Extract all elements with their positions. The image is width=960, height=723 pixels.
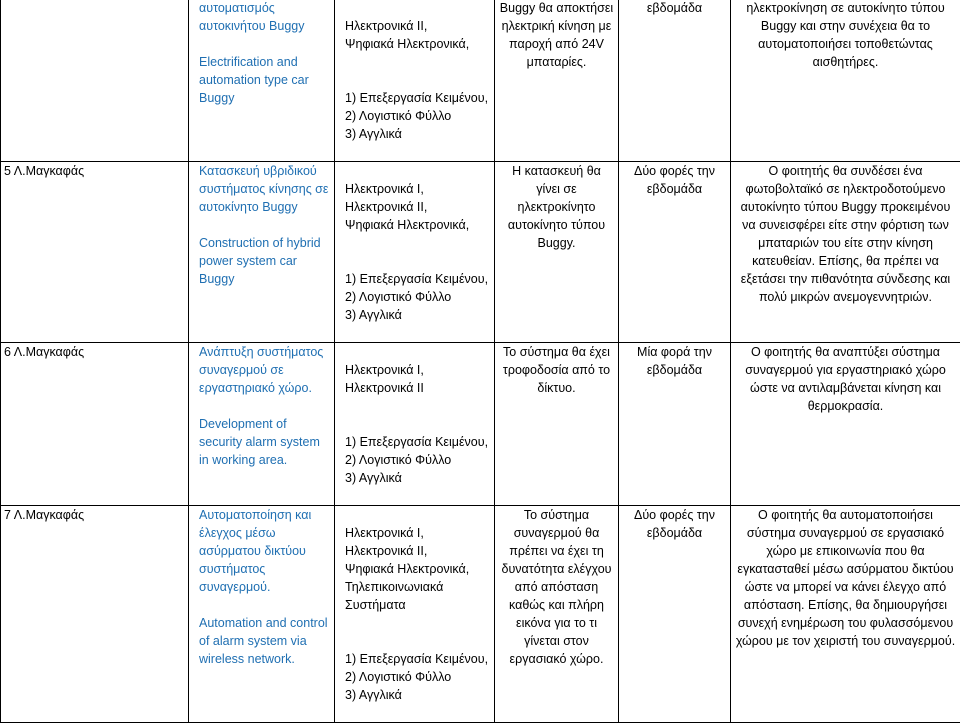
project-title-cell [189, 343, 335, 506]
expected-result-cell [495, 343, 619, 506]
frequency-cell [619, 506, 731, 723]
supervisor-name: Λ.Μαγκαφάς [14, 164, 84, 178]
description: Ο φοιτητής θα συνδέσει ένα φωτοβολταϊκό σε ηλεκτροδοτούμενο αυτοκίνητο τύπου Buggy προκειμένου να συνεισφέρει είτε στην φόρτιση των μπαταριών του είτε στην κίνηση κατευθείαν. Επίσης, θα πρέπει να εξετάσει την πιθανότητα σύνδεσης και πολύ μικρών ανεμογεννητριών. [741, 164, 951, 304]
frequency: εβδομάδα [647, 1, 702, 15]
subjects-courses: Ηλεκτρονικά Ι, Ηλεκτρονικά ΙΙ [345, 361, 490, 397]
project-title-english: Construction of hybrid power system car Buggy [199, 234, 330, 288]
project-title-cell [189, 506, 335, 723]
supervisor-cell [1, 343, 189, 506]
expected-result: Το σύστημα συναγερμού θα πρέπει να έχει τη δυνατότητα ελέγχου από απόσταση καθώς και πλήρη εικόνα για το τι γίνεται στον εργασιακό χώρο. [502, 508, 612, 666]
table-row [1, 0, 960, 162]
row-number: 5 [4, 164, 11, 178]
subjects-courses: Ηλεκτρονικά ΙΙ, Ψηφιακά Ηλεκτρονικά, [345, 17, 490, 53]
table-row [1, 162, 960, 343]
project-title-english: Automation and control of alarm system via wireless network. [199, 614, 330, 668]
expected-result: Buggy θα αποκτήσει ηλεκτρική κίνηση με παροχή από 24V μπαταρίες. [500, 1, 613, 69]
supervisor-cell [1, 162, 189, 343]
frequency: Δύο φορές την εβδομάδα [634, 164, 715, 196]
table-row [1, 506, 960, 723]
subjects-courses: Ηλεκτρονικά Ι, Ηλεκτρονικά ΙΙ, Ψηφιακά Ηλεκτρονικά, Τηλεπικοινωνιακά Συστήματα [345, 524, 490, 614]
description-cell [731, 343, 960, 506]
supervisor-name: Λ.Μαγκαφάς [14, 345, 84, 359]
table-row [1, 343, 960, 506]
project-title-cell [189, 162, 335, 343]
subjects-skills: 1) Επεξεργασία Κειμένου, 2) Λογιστικό Φύλλο 3) Αγγλικά [345, 433, 490, 487]
frequency: Μία φορά την εβδομάδα [637, 345, 712, 377]
project-title-greek: αυτοματισμός αυτοκινήτου Buggy [199, 0, 330, 35]
supervisor-cell [1, 506, 189, 723]
frequency-cell [619, 0, 731, 162]
project-title-greek: Κατασκευή υβριδικού συστήματος κίνησης σε αυτοκίνητο Buggy [199, 162, 330, 216]
subjects-courses: Ηλεκτρονικά Ι, Ηλεκτρονικά ΙΙ, Ψηφιακά Ηλεκτρονικά, [345, 180, 490, 234]
row-number: 7 [4, 508, 11, 522]
description: Ο φοιτητής θα αυτοματοποιήσει σύστημα συναγερμού σε εργασιακό χώρο με επικοινωνία που θα εγκατασταθεί μέσω ασύρματου δικτύου ώστε να μπορεί να κάνει έλεγχο από απόσταση. Επίσης, θα δημιουργήσει συνεχή ενημέρωση του φυλασσόμενου χώρου με τον χειριστή του συναγερμού. [736, 508, 955, 648]
project-title-greek: Αυτοματοποίηση και έλεγχος μέσω ασύρματου δικτύου συστήματος συναγερμού. [199, 506, 330, 596]
description-cell [731, 506, 960, 723]
expected-result: Η κατασκευή θα γίνει σε ηλεκτροκίνητο αυτοκίνητο τύπου Buggy. [508, 164, 605, 250]
description-cell [731, 0, 960, 162]
frequency-cell [619, 343, 731, 506]
supervisor-name: Λ.Μαγκαφάς [14, 508, 84, 522]
project-title-english: Development of security alarm system in working area. [199, 415, 330, 469]
expected-result-cell [495, 0, 619, 162]
subjects-cell [335, 162, 495, 343]
expected-result: Το σύστημα θα έχει τροφοδοσία από το δίκτυο. [503, 345, 610, 395]
subjects-skills: 1) Επεξεργασία Κειμένου, 2) Λογιστικό Φύλλο 3) Αγγλικά [345, 89, 490, 143]
description: Ο φοιτητής θα αναπτύξει σύστημα συναγερμού για εργαστηριακό χώρο ώστε να αντιλαμβάνεται κίνηση και θερμοκρασία. [745, 345, 946, 413]
subjects-skills: 1) Επεξεργασία Κειμένου, 2) Λογιστικό Φύλλο 3) Αγγλικά [345, 650, 490, 704]
project-title-english: Electrification and automation type car Buggy [199, 53, 330, 107]
supervisor-cell [1, 0, 189, 162]
frequency: Δύο φορές την εβδομάδα [634, 508, 715, 540]
description: ηλεκτροκίνηση σε αυτοκίνητο τύπου Buggy και στην συνέχεια θα το αυτοματοποιήσει τοποθετώντας αισθητήρες. [746, 1, 944, 69]
subjects-cell [335, 343, 495, 506]
expected-result-cell [495, 162, 619, 343]
row-number: 6 [4, 345, 11, 359]
subjects-cell [335, 506, 495, 723]
frequency-cell [619, 162, 731, 343]
project-title-greek: Ανάπτυξη συστήματος συναγερμού σε εργαστηριακό χώρο. [199, 343, 330, 397]
project-title-cell [189, 0, 335, 162]
expected-result-cell [495, 506, 619, 723]
description-cell [731, 162, 960, 343]
subjects-cell [335, 0, 495, 162]
subjects-skills: 1) Επεξεργασία Κειμένου, 2) Λογιστικό Φύλλο 3) Αγγλικά [345, 270, 490, 324]
